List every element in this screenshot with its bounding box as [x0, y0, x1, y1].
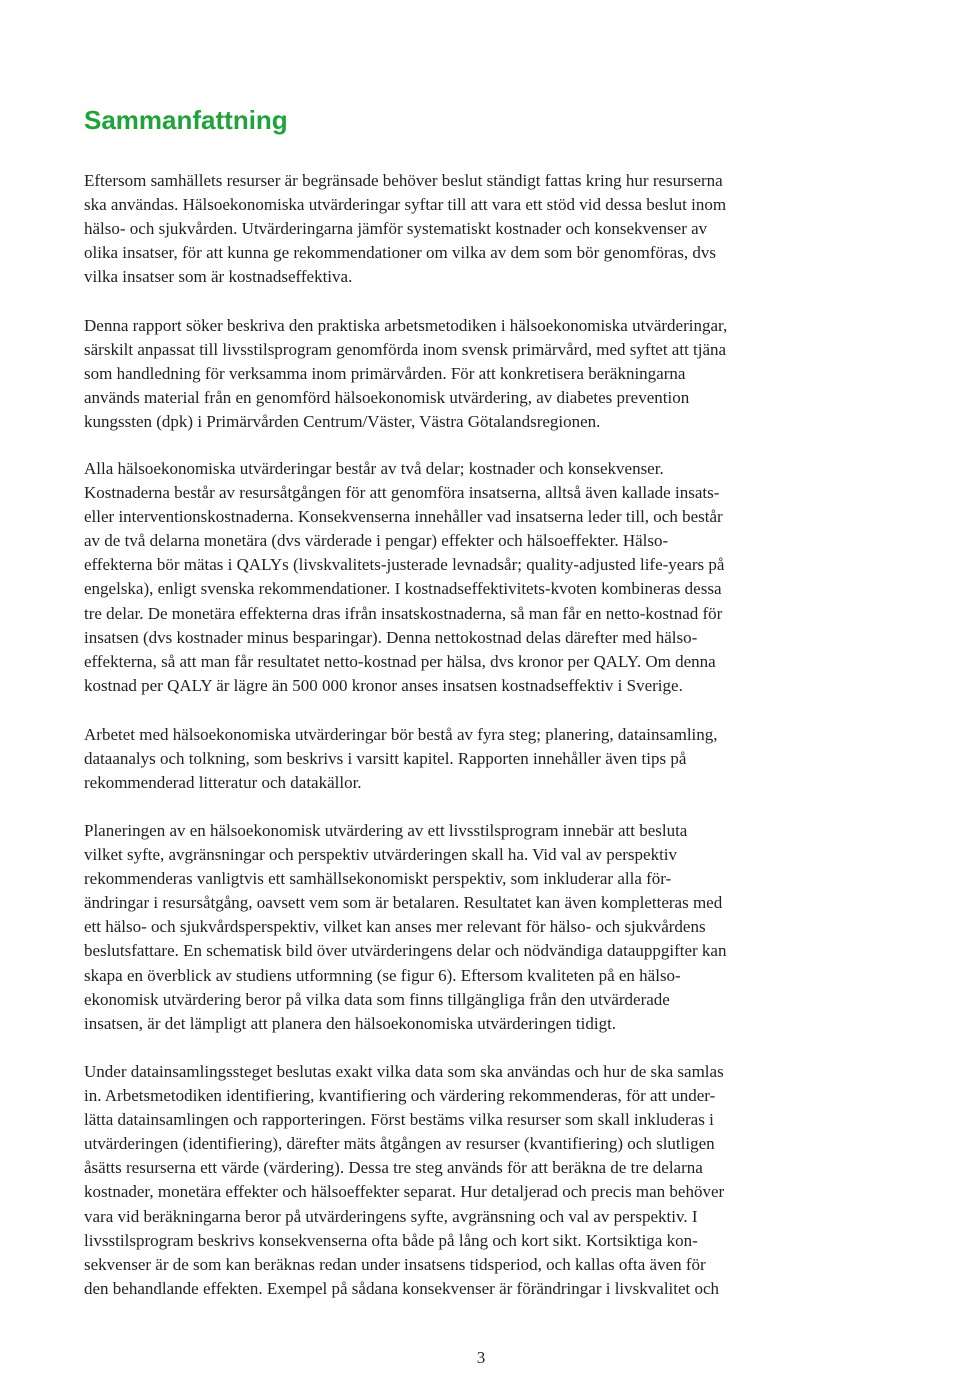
text-line: lätta datainsamlingen och rapporteringen. Först bestäms vilka resurser som skall inkluderas i	[84, 1110, 714, 1130]
text-line: som handledning för verksamma inom primärvården. För att konkretisera beräkningarna	[84, 364, 686, 384]
text-line: särskilt anpassat till livsstilsprogram genomförda inom svensk primärvård, med syftet att tjäna	[84, 340, 727, 360]
paragraph-2	[84, 314, 878, 434]
text-line: kostnad per QALY är lägre än 500 000 kronor anses insatsen kostnadseffektiv i Sverige.	[84, 675, 683, 695]
document-page	[84, 0, 878, 1389]
text-line: skapa en överblick av studiens utformning (se figur 6). Eftersom kvaliteten på en hälso-	[84, 965, 681, 985]
text-line: vilka insatser som är kostnadseffektiva.	[84, 267, 353, 287]
text-line: engelska), enligt svenska rekommendationer. I kostnadseffektivitets-kvoten kombineras dessa	[84, 579, 722, 599]
text-line: olika insatser, för att kunna ge rekommendationer om vilka av dem som bör genomföras, dvs	[84, 243, 716, 263]
page-title: Sammanfattning	[84, 105, 288, 135]
text-line: används material från en genomförd hälsoekonomisk utvärdering, av diabetes prevention	[84, 388, 690, 408]
text-line: vilket syfte, avgränsningar och perspektiv utvärderingen skall ha. Vid val av perspektiv	[84, 845, 678, 865]
paragraph-3	[84, 457, 878, 698]
page-number: 3	[476, 1348, 486, 1367]
text-line: ekonomisk utvärdering beror på vilka data som finns tillgängliga från den utvärderade	[84, 989, 670, 1009]
text-line: dataanalys och tolkning, som beskrivs i varsitt kapitel. Rapporten innehåller även tips på	[84, 749, 687, 769]
text-line: ett hälso- och sjukvårdsperspektiv, vilket kan anses mer relevant för hälso- och sjukvårdens	[84, 917, 706, 937]
paragraph-4	[84, 723, 878, 795]
text-line: in. Arbetsmetodiken identifiering, kvantifiering och värdering rekommenderas, för att under-	[84, 1086, 716, 1106]
paragraph-1	[84, 169, 878, 289]
text-line: den behandlande effekten. Exempel på sådana konsekvenser är förändringar i livskvalitet och	[84, 1278, 720, 1298]
paragraph-6	[84, 1060, 878, 1301]
text-line: ska användas. Hälsoekonomiska utvärderingar syftar till att vara ett stöd vid dessa beslut inom	[84, 195, 727, 215]
paragraph-5	[84, 819, 878, 1036]
text-line: livsstilsprogram beskrivs konsekvenserna ofta både på lång och kort sikt. Kortsiktiga kon-	[84, 1230, 698, 1250]
text-line: insatsen, är det lämpligt att planera den hälsoekonomiska utvärderingen tidigt.	[84, 1013, 617, 1033]
text-line: vara vid beräkningarna beror på utvärderingens syfte, avgränsning och val av perspektiv. I	[84, 1206, 698, 1226]
text-line: tre delar. De monetära effekterna dras ifrån insatskostnaderna, så man får en netto-kostnad för	[84, 603, 723, 623]
text-line: rekommenderad litteratur och datakällor.	[84, 773, 362, 793]
text-line: utvärderingen (identifiering), därefter mäts åtgången av resurser (kvantifiering) och slutligen	[84, 1134, 715, 1154]
text-line: effekterna, så att man får resultatet netto-kostnad per hälsa, dvs kronor per QALY. Om denna	[84, 651, 716, 671]
text-line: ändringar i resursåtgång, oavsett vem som är betalaren. Resultatet kan även kompletteras med	[84, 893, 723, 913]
text-line: hälso- och sjukvården. Utvärderingarna jämför systematiskt kostnader och konsekvenser av	[84, 219, 708, 239]
text-line: Eftersom samhällets resurser är begränsade behöver beslut ständigt fattas kring hur resurserna	[84, 171, 723, 190]
text-line: Planeringen av en hälsoekonomisk utvärdering av ett livsstilsprogram innebär att besluta	[84, 821, 688, 840]
text-line: kungssten (dpk) i Primärvården Centrum/Väster, Västra Götalandsregionen.	[84, 412, 601, 432]
text-line: eller interventionskostnaderna. Konsekvenserna innehåller vad insatserna leder till, och består	[84, 507, 723, 527]
text-line: Under datainsamlingssteget beslutas exakt vilka data som ska användas och hur de ska samlas	[84, 1062, 724, 1081]
text-line: Alla hälsoekonomiska utvärderingar består av två delar; kostnader och konsekvenser.	[84, 459, 664, 478]
text-line: Kostnaderna består av resursåtgången för att genomföra insatserna, alltså även kallade insats-	[84, 483, 720, 503]
text-line: sekvenser är de som kan beräknas redan under insatsens tidsperiod, och kallas ofta även för	[84, 1254, 706, 1274]
text-line: rekommenderas vanligtvis ett samhällsekonomiskt perspektiv, som inkluderar alla för-	[84, 869, 672, 889]
text-line: av de två delarna monetära (dvs värderade i pengar) effekter och hälsoeffekter. Hälso-	[84, 531, 669, 551]
text-line: åsätts resurserna ett värde (värdering). Dessa tre steg används för att beräkna de tre delarna	[84, 1158, 703, 1178]
text-line: insatsen (dvs kostnader minus besparingar). Denna nettokostnad delas därefter med hälso-	[84, 627, 698, 647]
text-line: Arbetet med hälsoekonomiska utvärderingar bör bestå av fyra steg; planering, datainsamling,	[84, 725, 718, 744]
text-line: kostnader, monetära effekter och hälsoeffekter separat. Hur detaljerad och precis man behöver	[84, 1182, 725, 1202]
text-line: Denna rapport söker beskriva den praktiska arbetsmetodiken i hälsoekonomiska utvärderingar,	[84, 316, 728, 335]
text-line: effekterna bör mätas i QALYs (livskvalitets-justerade levnadsår; quality-adjusted life-years på	[84, 555, 725, 575]
text-line: beslutsfattare. En schematisk bild över utvärderingens delar och nödvändiga datauppgifter kan	[84, 941, 727, 961]
